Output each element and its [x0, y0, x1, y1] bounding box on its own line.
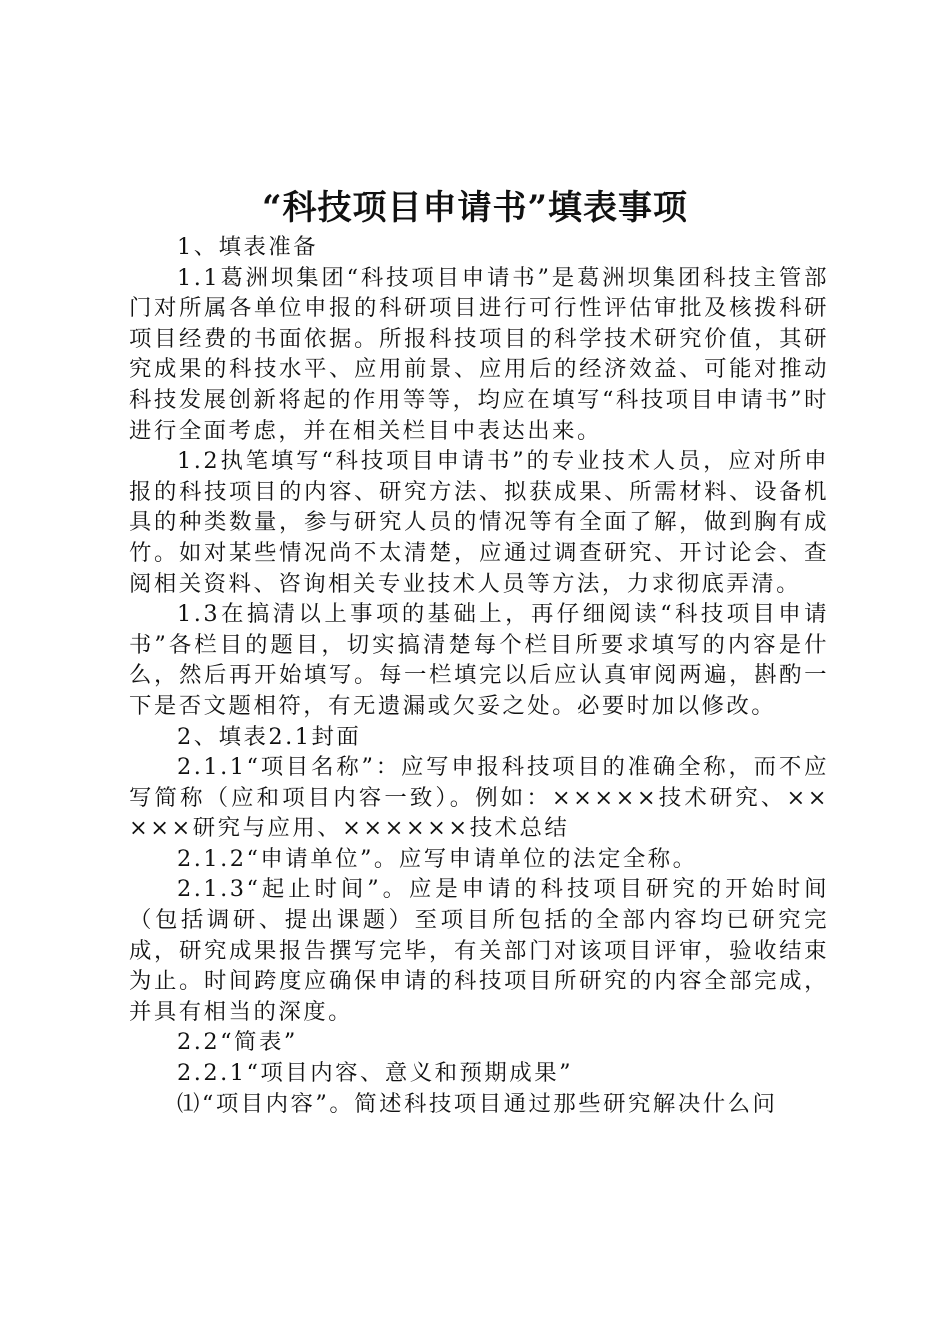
section-heading-cover: 2、填表2.1封面: [177, 723, 362, 750]
paragraph-1-1: 1.1葛洲坝集团“科技项目申请书”是葛洲坝集团科技主管部门对所属各单位申报的科研项目进行可行性评估审批及核拨科研项目经费的书面依据。所报科技项目的科学技术研究价值，其研究成果的科技水平、应用前景、应用后的经济效益、可能对推动科技发展创新将起的作用等等，均应在填写“科技项目申请书”时进行全面考虑，并在相关栏目中表达出来。: [129, 264, 829, 444]
paragraph-1-3: 1.3在搞清以上事项的基础上，再仔细阅读“科技项目申请书”各栏目的题目，切实搞清楚每个栏目所要求填写的内容是什么，然后再开始填写。每一栏填完以后应认真审阅两遍，斟酌一下是否文题相符，有无遗漏或欠妥之处。必要时加以修改。: [129, 601, 829, 719]
paragraph-1-2: 1.2执笔填写“科技项目申请书”的专业技术人员，应对所申报的科技项目的内容、研究方法、拟获成果、所需材料、设备机具的种类数量，参与研究人员的情况等有全面了解，做到胸有成竹。如对某些情况尚不太清楚，应通过调查研究、开讨论会、查阅相关资料、咨询相关专业技术人员等方法，力求彻底弄清。: [129, 448, 829, 597]
section-heading-summary-table: 2.2“简表”: [177, 1029, 298, 1056]
paragraph-project-content: ⑴“项目内容”。简述科技项目通过那些研究解决什么问: [177, 1090, 778, 1117]
paragraph-2-1-2: 2.1.2“申请单位”。应写申请单位的法定全称。: [177, 845, 698, 872]
section-heading-fill-prep: 1、填表准备: [177, 234, 319, 260]
document-body: [129, 232, 829, 1119]
paragraph-2-1-1: 2.1.1“项目名称”：应写申报科技项目的准确全称，而不应写简称（应和项目内容一致）。例如：×××××技术研究、×××××研究与应用、××××××技术总结: [129, 754, 829, 842]
paragraph-2-1-3: 2.1.3“起止时间”。应是申请的科技项目研究的开始时间（包括调研、提出课题）至项目所包括的全部内容均已研究完成，研究成果报告撰写完毕，有关部门对该项目评审，验收结束为止。时间跨度应确保申请的科技项目所研究的内容全部完成，并具有相当的深度。: [129, 876, 829, 1025]
section-heading-2-2-1: 2.2.1“项目内容、意义和预期成果”: [177, 1060, 574, 1087]
document-title: “科技项目申请书”填表事项: [261, 188, 689, 228]
